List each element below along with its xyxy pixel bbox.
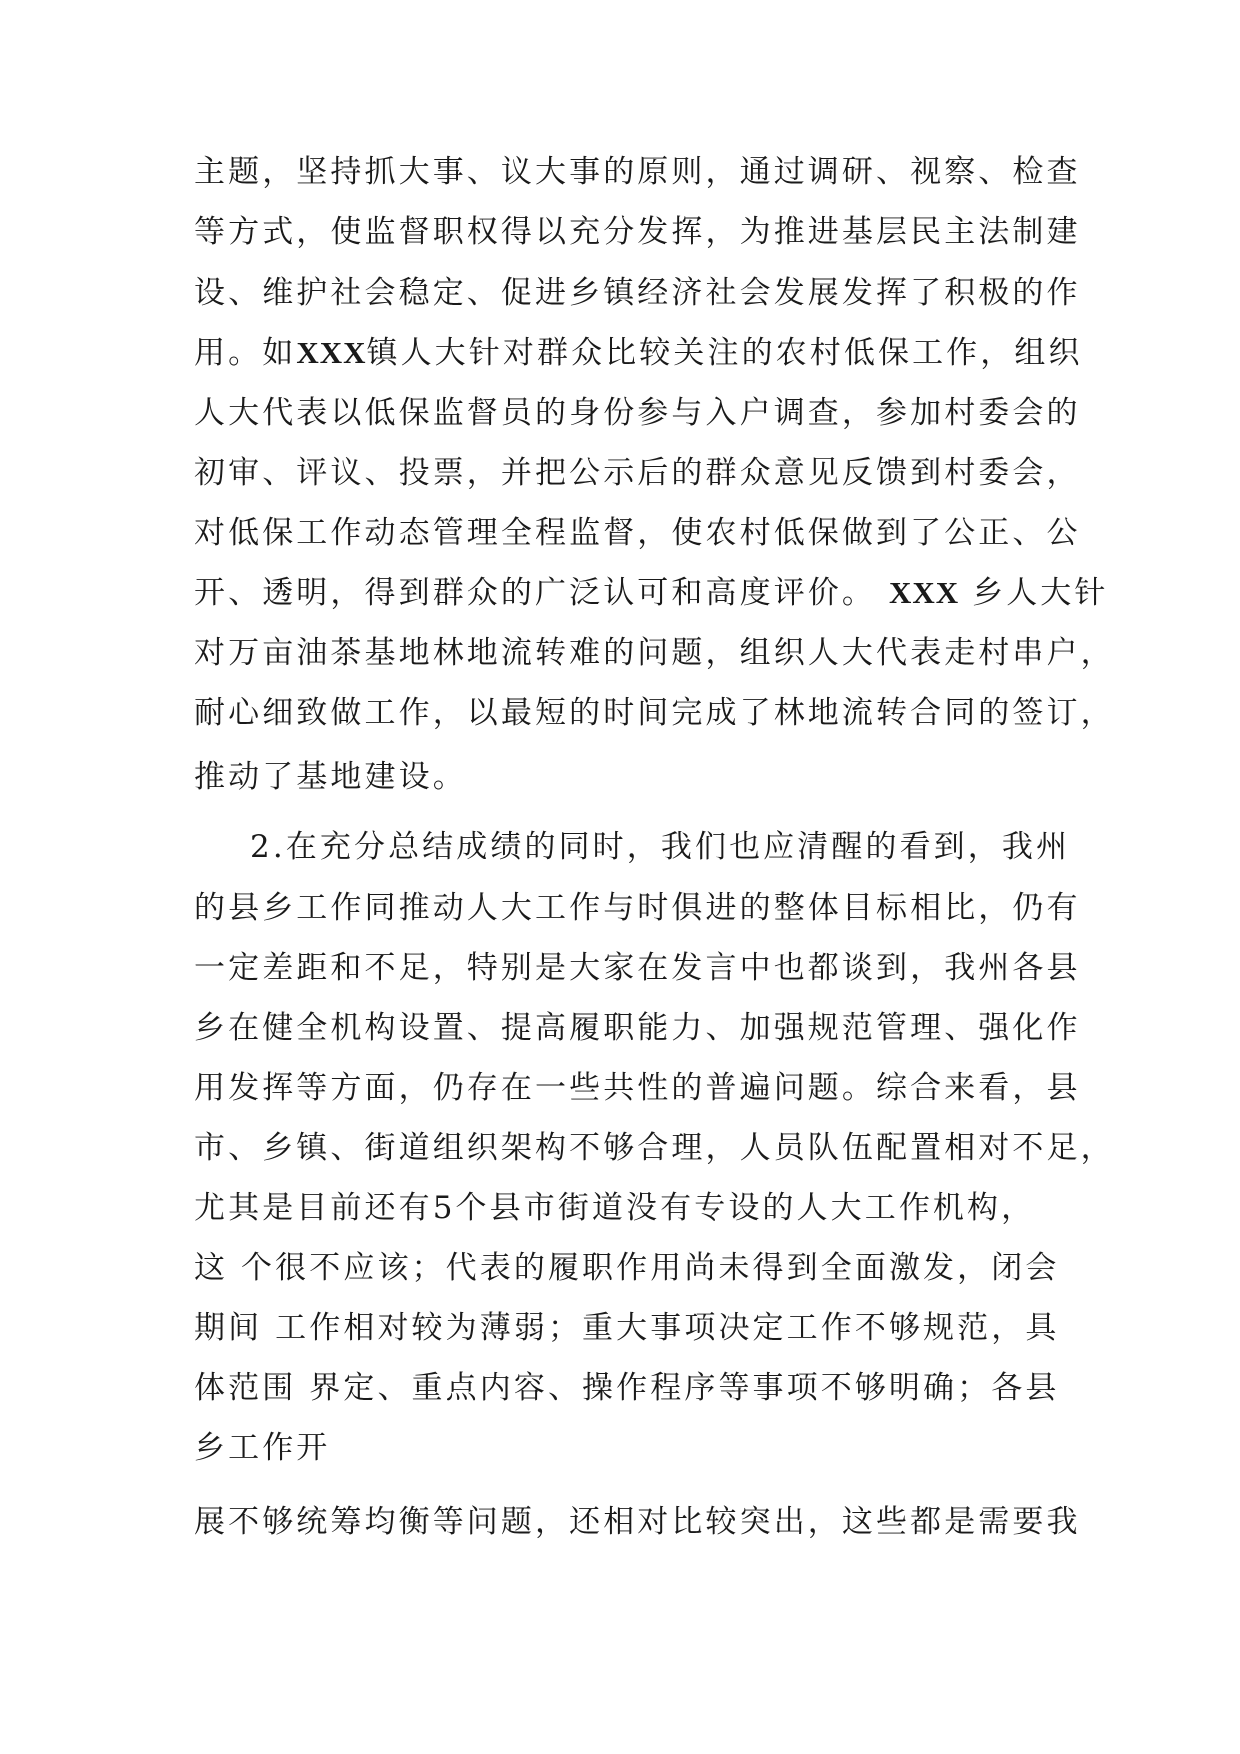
text-line: 等方式，使监督职权得以充分发挥，为推进基层民主法制建 bbox=[194, 214, 1081, 250]
text-line bbox=[194, 573, 1109, 613]
text-line: 乡在健全机构设置、提高履职能力、加强规范管理、强化作 bbox=[194, 1010, 1081, 1046]
bold-placeholder-text: XXX bbox=[296, 335, 367, 370]
text-segment: 镇人大针对群众比较关注的农村低保工作，组织 bbox=[366, 335, 1083, 371]
text-segment: 用。如 bbox=[194, 335, 297, 371]
text-line: 期间 工作相对较为薄弱；重大事项决定工作不够规范，具 bbox=[194, 1310, 1060, 1346]
text-line bbox=[194, 333, 1083, 373]
text-line: 设、维护社会稳定、促进乡镇经济社会发展发挥了积极的作 bbox=[194, 275, 1081, 311]
text-line: 对低保工作动态管理全程监督，使农村低保做到了公正、公 bbox=[194, 515, 1081, 551]
text-line: 尤其是目前还有5个县市街道没有专设的人大工作机构， bbox=[194, 1190, 1036, 1226]
text-line: 一定差距和不足，特别是大家在发言中也都谈到，我州各县 bbox=[194, 950, 1081, 986]
text-line: 的县乡工作同推动人大工作与时俱进的整体目标相比，仍有 bbox=[194, 890, 1081, 926]
text-line: 推动了基地建设。 bbox=[194, 759, 467, 795]
text-line: 2.在充分总结成绩的同时，我们也应清醒的看到，我州 bbox=[250, 829, 1071, 865]
text-line: 用发挥等方面，仍存在一些共性的普遍问题。综合来看，县 bbox=[194, 1070, 1081, 1106]
text-line: 初审、评议、投票，并把公示后的群众意见反馈到村委会， bbox=[194, 455, 1081, 491]
text-line: 乡工作开 bbox=[194, 1430, 331, 1466]
text-segment: 乡人大针 bbox=[972, 575, 1109, 611]
text-line: 主题，坚持抓大事、议大事的原则，通过调研、视察、检查 bbox=[194, 154, 1081, 190]
bold-placeholder-text: XXX bbox=[888, 575, 960, 610]
text-line: 对万亩油茶基地林地流转难的问题，组织人大代表走村串户， bbox=[194, 635, 1115, 671]
text-line: 市、乡镇、街道组织架构不够合理，人员队伍配置相对不足， bbox=[194, 1130, 1115, 1166]
text-line: 人大代表以低保监督员的身份参与入户调查，参加村委会的 bbox=[194, 395, 1081, 431]
text-line: 耐心细致做工作，以最短的时间完成了林地流转合同的签订， bbox=[194, 695, 1115, 731]
text-segment: 开、透明，得到群众的广泛认可和高度评价。 bbox=[194, 575, 876, 611]
text-line: 展不够统筹均衡等问题，还相对比较突出，这些都是需要我 bbox=[194, 1504, 1081, 1540]
text-line: 这 个很不应该；代表的履职作用尚未得到全面激发，闭会 bbox=[194, 1250, 1060, 1286]
text-line: 体范围 界定、重点内容、操作程序等事项不够明确；各县 bbox=[194, 1370, 1060, 1406]
